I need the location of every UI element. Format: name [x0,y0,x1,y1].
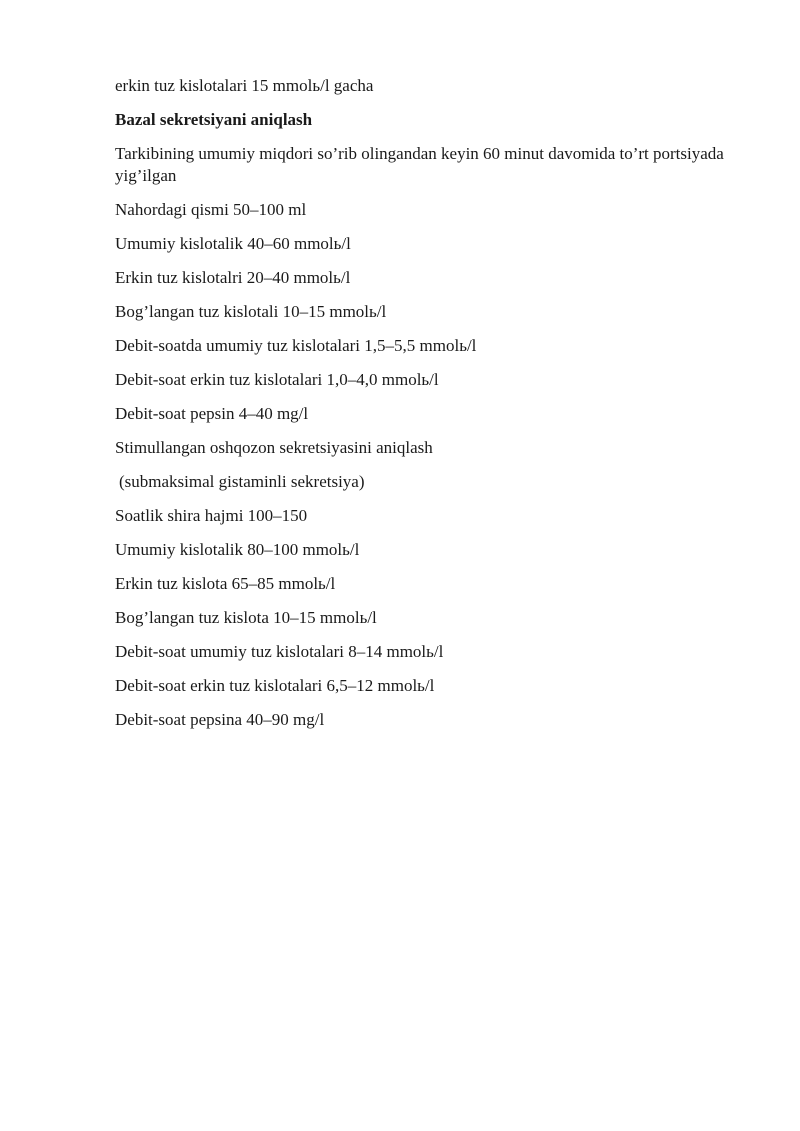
text-line-stim-free-hcl: Erkin tuz kislota 65–85 mmolь/l [115,574,336,593]
text-line-stim-debit-total-hcl: Debit-soat umumiy tuz kislotalari 8–14 mmolь/l [115,642,444,661]
text-line-stim-debit-pepsin: Debit-soat pepsina 40–90 mg/l [115,710,325,729]
text-line-free-acid-limit: erkin tuz kislotalari 15 mmolь/l gacha [115,76,374,95]
text-line-stim-bound-hcl: Bog’langan tuz kislota 10–15 mmolь/l [115,608,377,627]
text-line-collection-note: Tarkibining umumiy miqdori so’rib olingandan keyin 60 minut davomida to’rt portsiyada yig’ilgan [115,144,724,185]
document-body [115,75,725,743]
section-heading-stimulated-secretion: Stimullangan oshqozon sekretsiyasini aniqlash [115,438,433,457]
text-line-fasting-portion: Nahordagi qismi 50–100 ml [115,200,307,219]
text-line-debit-pepsin: Debit-soat pepsin 4–40 mg/l [115,404,309,423]
text-line-debit-total-hcl: Debit-soatda umumiy tuz kislotalari 1,5–5,5 mmolь/l [115,336,477,355]
text-line-free-hcl: Erkin tuz kislotalri 20–40 mmolь/l [115,268,351,287]
text-line-total-acidity: Umumiy kislotalik 40–60 mmolь/l [115,234,351,253]
text-line-debit-free-hcl: Debit-soat erkin tuz kislotalari 1,0–4,0 mmolь/l [115,370,439,389]
text-line-stim-debit-free-hcl: Debit-soat erkin tuz kislotalari 6,5–12 mmolь/l [115,676,435,695]
text-line-stim-total-acidity: Umumiy kislotalik 80–100 mmolь/l [115,540,360,559]
section-heading-basal-secretion: Bazal sekretsiyani aniqlash [115,110,313,129]
text-line-bound-hcl: Bog’langan tuz kislotali 10–15 mmolь/l [115,302,387,321]
text-line-submaximal-histamine: (submaksimal gistaminli sekretsiya) [119,472,365,491]
text-line-hourly-volume: Soatlik shira hajmi 100–150 [115,506,308,525]
